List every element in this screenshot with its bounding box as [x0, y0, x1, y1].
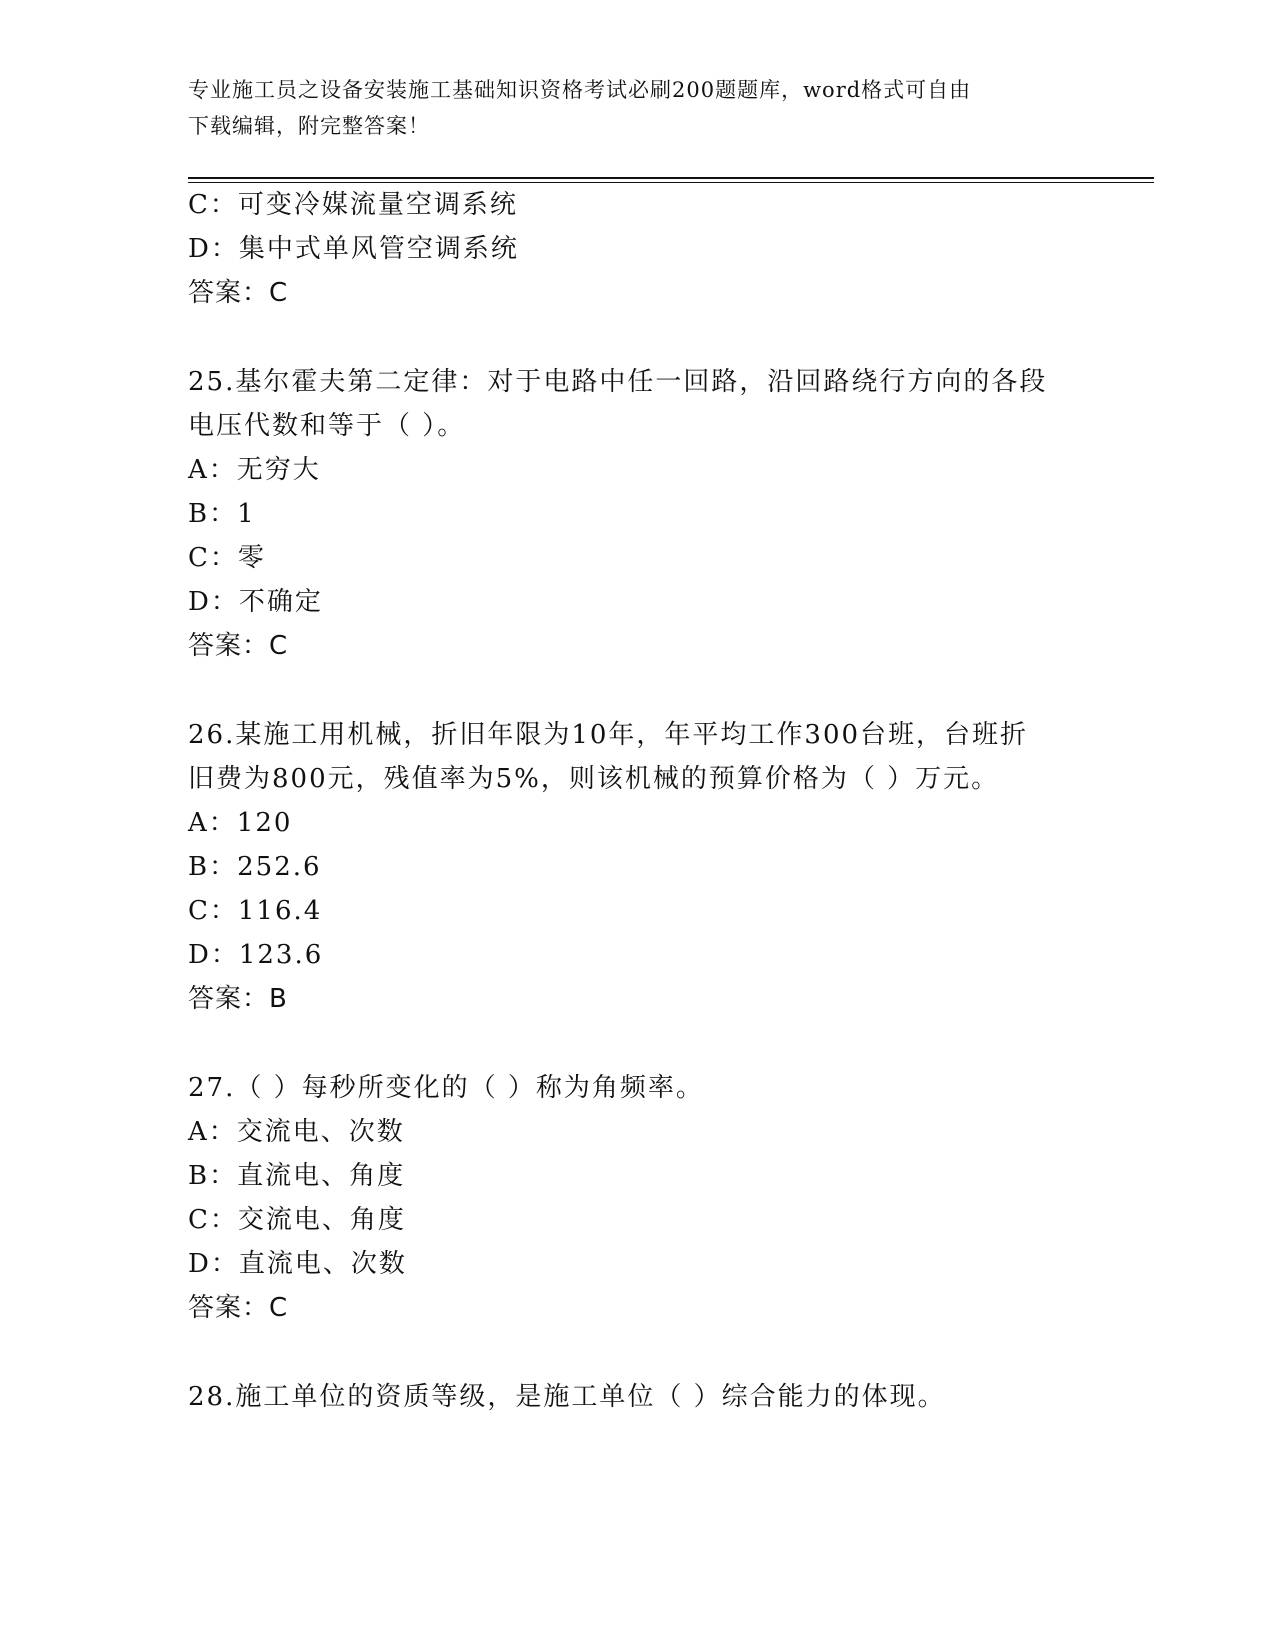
header-divider-thick [188, 177, 1154, 179]
q27-answer: 答案：C [188, 1293, 289, 1323]
q26-option-d: D：123.6 [188, 940, 324, 970]
document-header [188, 72, 1068, 144]
q28-stem-line-1: 28.施工单位的资质等级，是施工单位（ ）综合能力的体现。 [188, 1382, 946, 1412]
prev-option-d: D：集中式单风管空调系统 [188, 234, 519, 264]
q27-stem-line-1: 27.（ ）每秒所变化的（ ）称为角频率。 [188, 1073, 704, 1103]
header-line-1: 专业施工员之设备安装施工基础知识资格考试必刷200题题库，word格式可自由 [188, 78, 972, 102]
q26-option-a: A：120 [188, 808, 293, 838]
q25-option-a: A：无穷大 [188, 455, 321, 485]
q26-option-c: C：116.4 [188, 896, 323, 926]
q26-stem-line-1: 26.某施工用机械，折旧年限为10年，年平均工作300台班，台班折 [188, 720, 1029, 750]
q25-answer: 答案：C [188, 631, 289, 661]
q27-option-a: A：交流电、次数 [188, 1117, 405, 1147]
q25-option-c: C：零 [188, 543, 266, 573]
q27-option-b: B：直流电、角度 [188, 1161, 406, 1191]
prev-answer: 答案：C [188, 278, 289, 308]
q27-option-c: C：交流电、角度 [188, 1205, 406, 1235]
q25-option-b: B：1 [188, 499, 256, 529]
header-divider-thin [188, 182, 1154, 183]
header-line-2: 下载编辑，附完整答案！ [188, 114, 430, 138]
q25-stem-line-1: 25.基尔霍夫第二定律：对于电路中任一回路，沿回路绕行方向的各段 [188, 367, 1048, 397]
q26-answer: 答案：B [188, 984, 288, 1014]
q25-stem-line-2: 电压代数和等于（ ）。 [188, 411, 466, 441]
q27-option-d: D：直流电、次数 [188, 1249, 407, 1279]
q26-stem-line-2: 旧费为800元，残值率为5%，则该机械的预算价格为（ ）万元。 [188, 764, 1000, 794]
q25-option-d: D：不确定 [188, 587, 323, 617]
prev-option-c: C：可变冷媒流量空调系统 [188, 190, 518, 220]
q26-option-b: B：252.6 [188, 852, 322, 882]
